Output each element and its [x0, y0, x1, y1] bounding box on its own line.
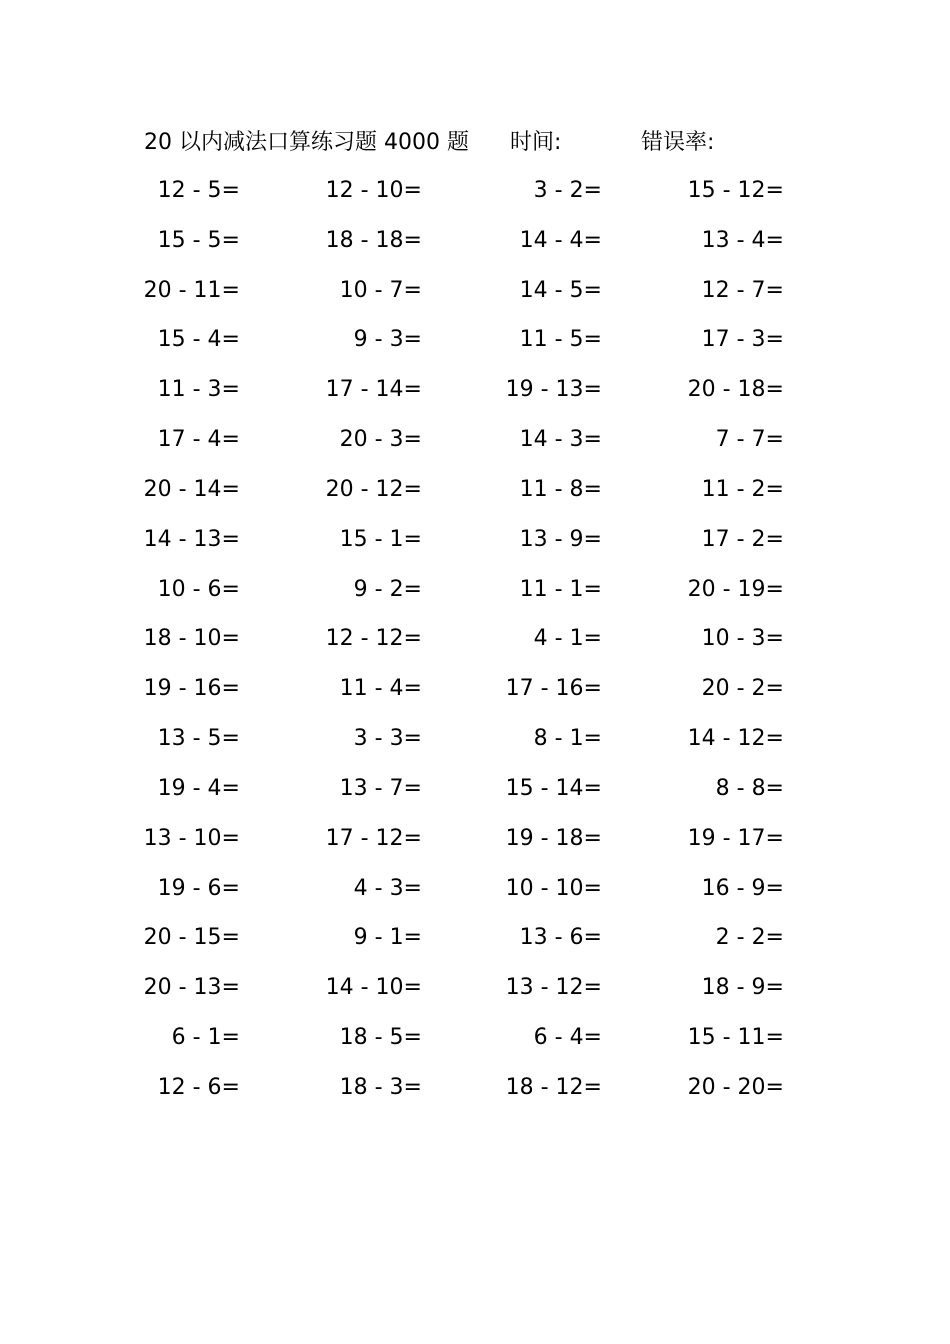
problem-cell: 20 - 19= [687, 576, 784, 602]
problem-cell: 11 - 8= [519, 476, 602, 502]
problem-cell: 18 - 10= [143, 626, 240, 652]
problem-row [0, 216, 950, 266]
problem-cell: 14 - 13= [143, 526, 240, 552]
problem-cell: 11 - 5= [519, 327, 602, 353]
problem-cell: 14 - 3= [519, 427, 602, 453]
problem-cell: 6 - 4= [533, 1025, 602, 1051]
problem-cell: 2 - 2= [715, 925, 784, 951]
problem-row [0, 913, 950, 963]
problem-cell: 6 - 1= [171, 1025, 240, 1051]
problem-cell: 18 - 3= [339, 1074, 422, 1100]
problem-cell: 11 - 2= [701, 476, 784, 502]
problem-cell: 20 - 12= [325, 476, 422, 502]
problem-cell: 13 - 5= [157, 726, 240, 752]
problem-cell: 19 - 13= [505, 377, 602, 403]
problem-cell: 15 - 4= [157, 327, 240, 353]
problem-cell: 19 - 6= [157, 875, 240, 901]
problem-cell: 20 - 2= [701, 676, 784, 702]
problem-row [0, 315, 950, 365]
problem-cell: 19 - 18= [505, 825, 602, 851]
problem-cell: 15 - 1= [339, 526, 422, 552]
problem-row [0, 365, 950, 415]
problem-row [0, 814, 950, 864]
problem-cell: 14 - 5= [519, 277, 602, 303]
problem-cell: 13 - 4= [701, 227, 784, 253]
problem-cell: 8 - 1= [533, 726, 602, 752]
problem-grid [0, 166, 950, 1113]
problem-cell: 17 - 4= [157, 427, 240, 453]
problem-cell: 20 - 15= [143, 925, 240, 951]
problem-row [0, 664, 950, 714]
error-rate-label: 错误率: [641, 130, 715, 155]
problem-row [0, 415, 950, 465]
problem-row [0, 764, 950, 814]
problem-cell: 12 - 5= [157, 178, 240, 203]
problem-cell: 17 - 14= [325, 377, 422, 403]
time-label: 时间: [510, 130, 562, 155]
problem-cell: 4 - 1= [533, 626, 602, 652]
problem-cell: 11 - 3= [157, 377, 240, 403]
problem-cell: 16 - 9= [701, 875, 784, 901]
problem-cell: 10 - 7= [339, 277, 422, 303]
problem-cell: 9 - 2= [353, 576, 422, 602]
problem-cell: 12 - 7= [701, 277, 784, 303]
problem-cell: 11 - 4= [339, 676, 422, 702]
worksheet-header [144, 126, 824, 160]
problem-row [0, 963, 950, 1013]
problem-cell: 10 - 10= [505, 875, 602, 901]
problem-cell: 8 - 8= [715, 775, 784, 801]
problem-cell: 13 - 12= [505, 975, 602, 1001]
problem-row [0, 515, 950, 565]
problem-cell: 12 - 10= [325, 178, 422, 203]
problem-cell: 18 - 12= [505, 1074, 602, 1100]
problem-cell: 14 - 4= [519, 227, 602, 253]
problem-cell: 15 - 14= [505, 775, 602, 801]
problem-cell: 17 - 2= [701, 526, 784, 552]
problem-cell: 18 - 18= [325, 227, 422, 253]
problem-cell: 9 - 3= [353, 327, 422, 353]
problem-cell: 14 - 12= [687, 726, 784, 752]
problem-cell: 20 - 18= [687, 377, 784, 403]
problem-cell: 20 - 3= [339, 427, 422, 453]
problem-row [0, 266, 950, 316]
problem-row [0, 166, 950, 216]
worksheet-title: 20 以内减法口算练习题 4000 题 [144, 130, 469, 155]
problem-cell: 20 - 13= [143, 975, 240, 1001]
problem-cell: 15 - 12= [687, 178, 784, 203]
problem-cell: 20 - 11= [143, 277, 240, 303]
problem-row [0, 465, 950, 515]
problem-cell: 9 - 1= [353, 925, 422, 951]
problem-row [0, 864, 950, 914]
problem-row [0, 1013, 950, 1063]
problem-cell: 7 - 7= [715, 427, 784, 453]
problem-row [0, 565, 950, 615]
problem-cell: 17 - 16= [505, 676, 602, 702]
problem-row [0, 714, 950, 764]
problem-cell: 15 - 5= [157, 227, 240, 253]
problem-cell: 17 - 12= [325, 825, 422, 851]
problem-cell: 4 - 3= [353, 875, 422, 901]
problem-cell: 19 - 16= [143, 676, 240, 702]
problem-cell: 13 - 10= [143, 825, 240, 851]
problem-cell: 10 - 3= [701, 626, 784, 652]
problem-cell: 20 - 20= [687, 1074, 784, 1100]
problem-cell: 15 - 11= [687, 1025, 784, 1051]
problem-row [0, 614, 950, 664]
problem-cell: 12 - 6= [157, 1074, 240, 1100]
problem-cell: 18 - 9= [701, 975, 784, 1001]
problem-cell: 13 - 7= [339, 775, 422, 801]
problem-row [0, 1063, 950, 1113]
problem-cell: 13 - 9= [519, 526, 602, 552]
problem-cell: 3 - 3= [353, 726, 422, 752]
problem-cell: 10 - 6= [157, 576, 240, 602]
problem-cell: 19 - 4= [157, 775, 240, 801]
problem-cell: 17 - 3= [701, 327, 784, 353]
problem-cell: 19 - 17= [687, 825, 784, 851]
problem-cell: 3 - 2= [533, 178, 602, 203]
problem-cell: 13 - 6= [519, 925, 602, 951]
problem-cell: 18 - 5= [339, 1025, 422, 1051]
problem-cell: 14 - 10= [325, 975, 422, 1001]
problem-cell: 11 - 1= [519, 576, 602, 602]
problem-cell: 20 - 14= [143, 476, 240, 502]
problem-cell: 12 - 12= [325, 626, 422, 652]
